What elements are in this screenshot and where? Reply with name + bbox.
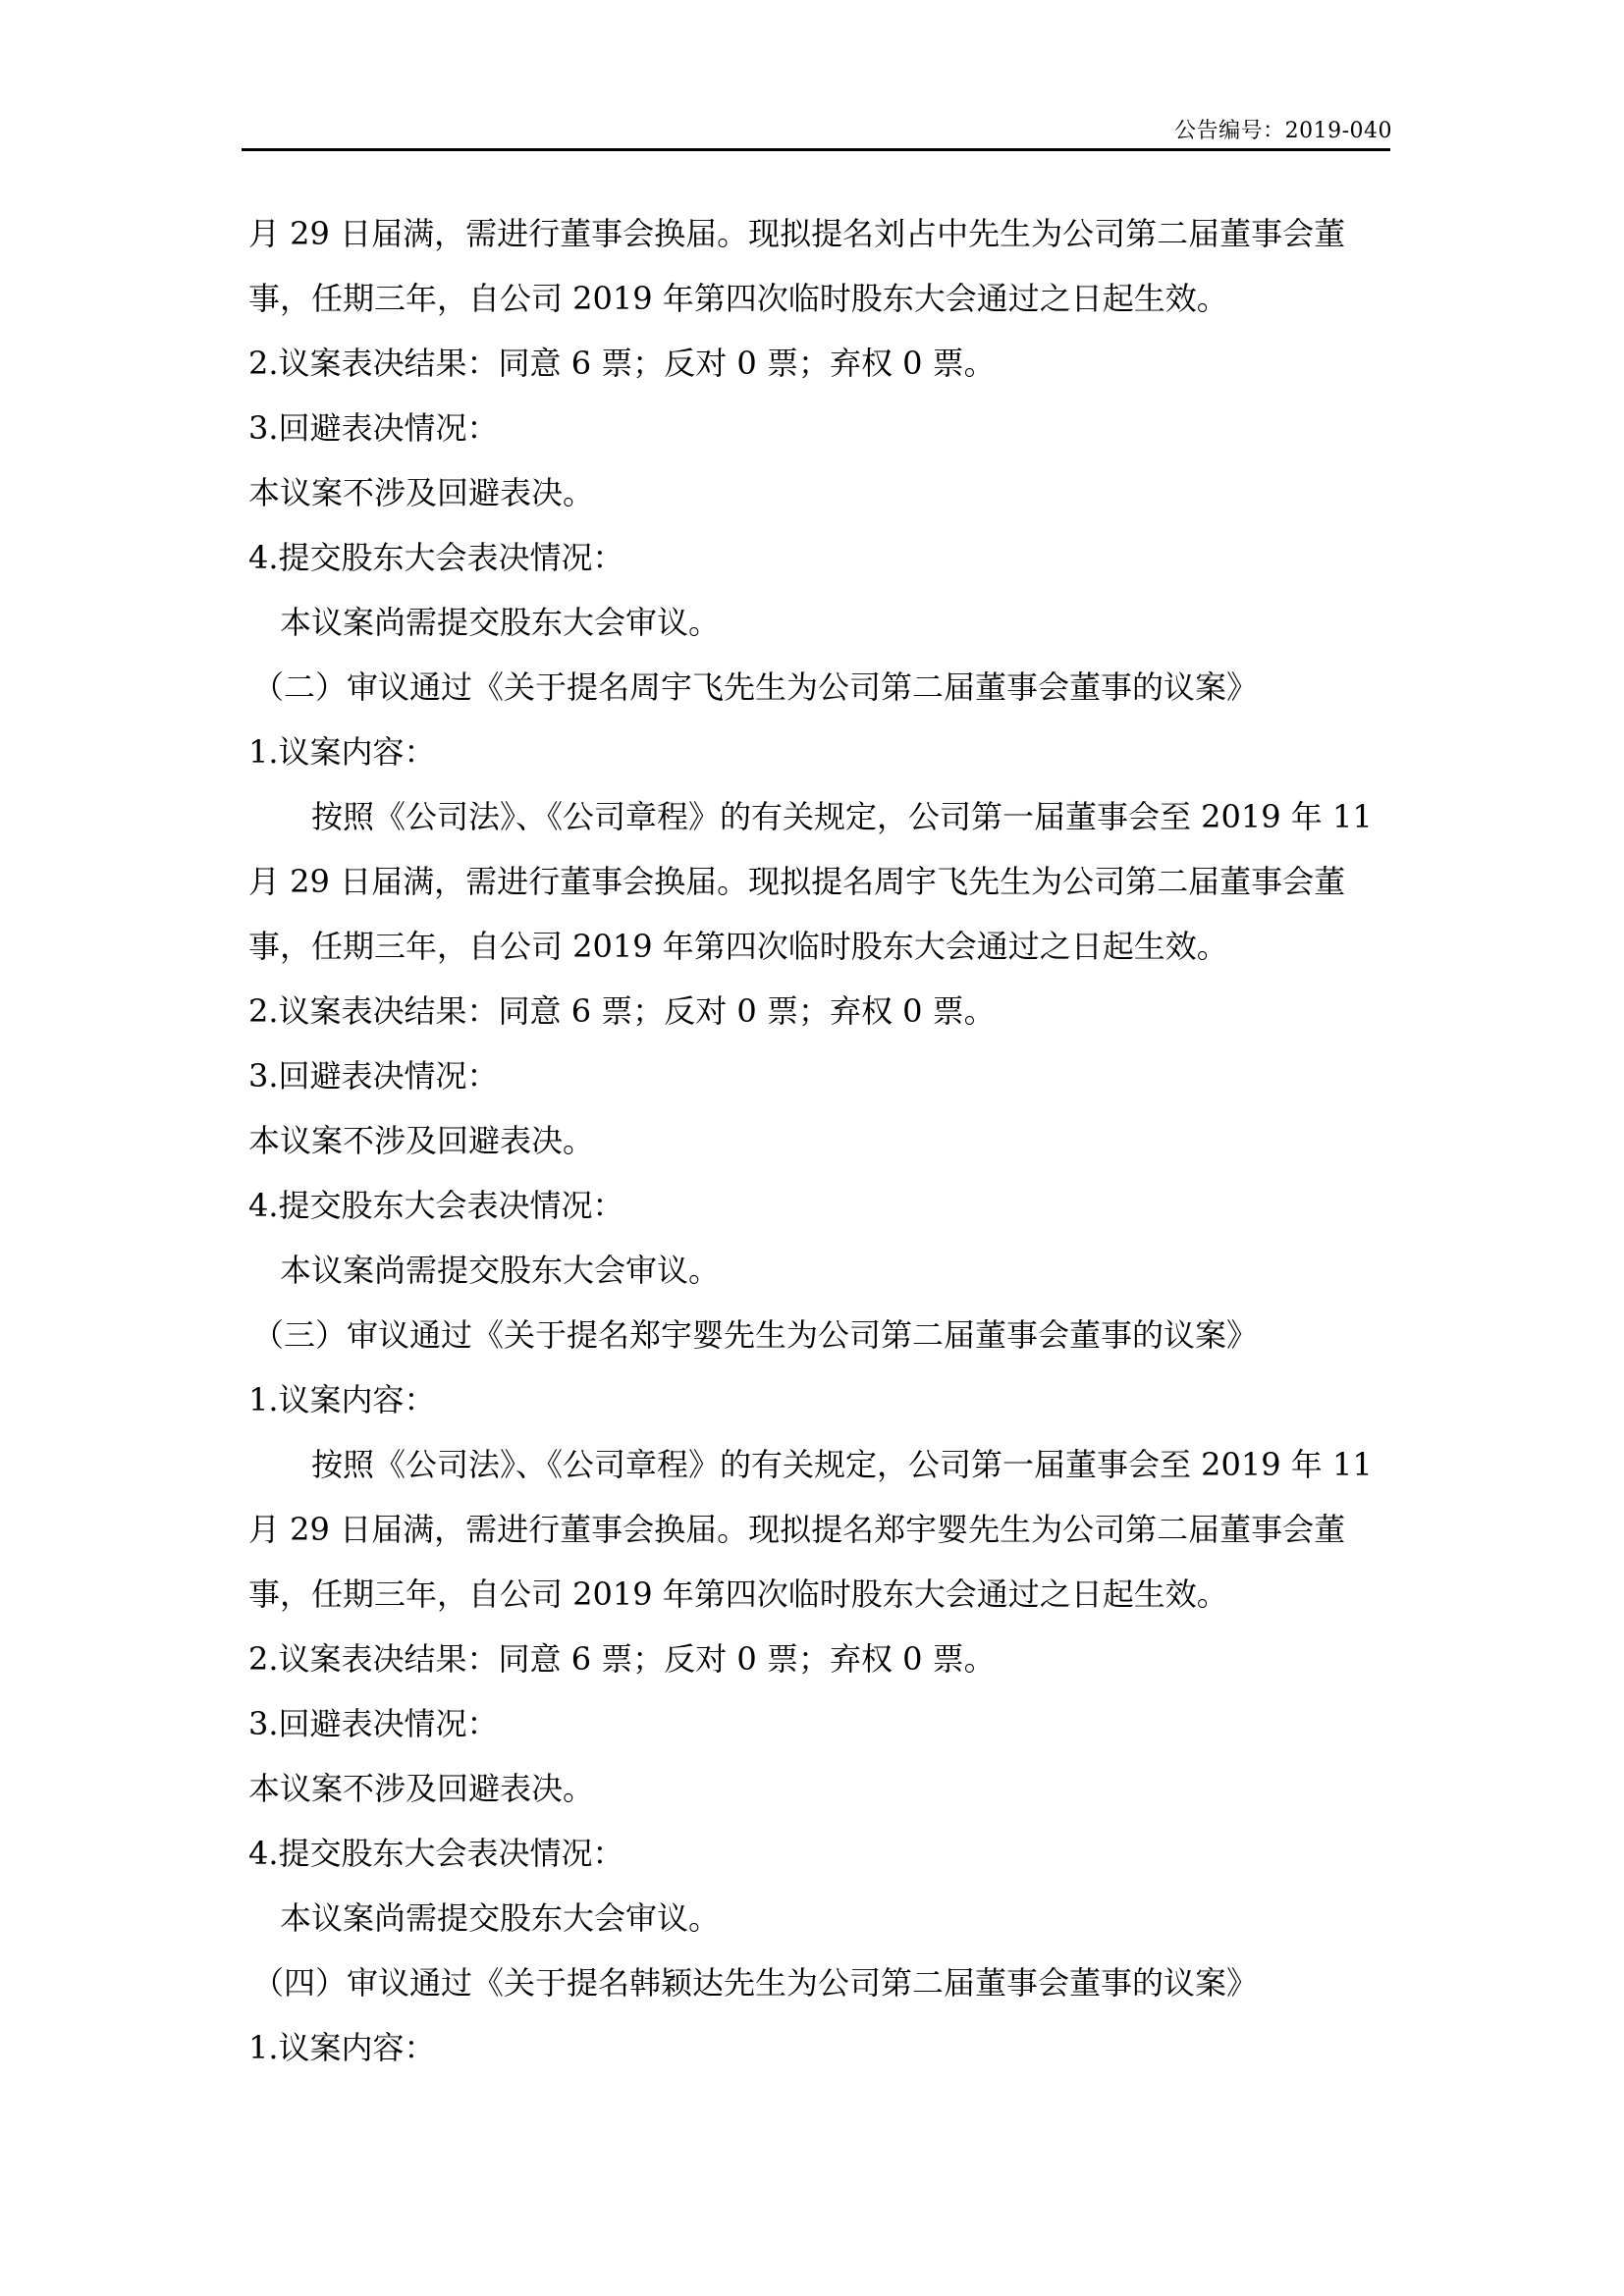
recusal-heading: 3.回避表决情况：: [248, 409, 499, 447]
vote-result-line: 2.议案表决结果：同意 6 票；反对 0 票；弃权 0 票。: [248, 992, 996, 1030]
proposal-content-heading: 1.议案内容：: [248, 2029, 436, 2066]
header-divider: [242, 148, 1390, 151]
shareholder-vote-heading: 4.提交股东大会表决情况：: [248, 539, 624, 576]
proposal-content-heading: 1.议案内容：: [248, 1381, 436, 1418]
paragraph-line: 按照《公司法》、《公司章程》的有关规定，公司第一届董事会至 2019 年 11: [311, 1446, 1373, 1483]
notice-number: 公告编号：2019-040: [1174, 119, 1392, 143]
proposal-content-heading: 1.议案内容：: [248, 733, 436, 771]
paragraph-line: 事，任期三年，自公司 2019 年第四次临时股东大会通过之日起生效。: [248, 928, 1228, 965]
paragraph-line: 事，任期三年，自公司 2019 年第四次临时股东大会通过之日起生效。: [248, 1575, 1228, 1613]
section-heading: （三）审议通过《关于提名郑宇婴先生为公司第二届董事会董事的议案》: [252, 1316, 1259, 1354]
recusal-text: 本议案不涉及回避表决。: [248, 474, 595, 511]
recusal-text: 本议案不涉及回避表决。: [248, 1770, 595, 1807]
recusal-heading: 3.回避表决情况：: [248, 1705, 499, 1742]
paragraph-line: 月 29 日届满，需进行董事会换届。现拟提名郑宇婴先生为公司第二届董事会董: [248, 1511, 1346, 1548]
shareholder-vote-text: 本议案尚需提交股东大会审议。: [280, 1252, 721, 1289]
recusal-heading: 3.回避表决情况：: [248, 1057, 499, 1095]
document-body: [248, 201, 1392, 2080]
paragraph-line: 事，任期三年，自公司 2019 年第四次临时股东大会通过之日起生效。: [248, 280, 1228, 317]
paragraph-line: 按照《公司法》、《公司章程》的有关规定，公司第一届董事会至 2019 年 11: [311, 798, 1373, 835]
shareholder-vote-heading: 4.提交股东大会表决情况：: [248, 1187, 624, 1224]
paragraph-line: 月 29 日届满，需进行董事会换届。现拟提名刘占中先生为公司第二届董事会董: [248, 215, 1346, 252]
vote-result-line: 2.议案表决结果：同意 6 票；反对 0 票；弃权 0 票。: [248, 345, 996, 382]
recusal-text: 本议案不涉及回避表决。: [248, 1122, 595, 1159]
paragraph-line: 月 29 日届满，需进行董事会换届。现拟提名周宇飞先生为公司第二届董事会董: [248, 863, 1346, 900]
shareholder-vote-text: 本议案尚需提交股东大会审议。: [280, 1899, 721, 1937]
vote-result-line: 2.议案表决结果：同意 6 票；反对 0 票；弃权 0 票。: [248, 1640, 996, 1678]
shareholder-vote-heading: 4.提交股东大会表决情况：: [248, 1835, 624, 1872]
section-heading: （四）审议通过《关于提名韩颖达先生为公司第二届董事会董事的议案》: [252, 1964, 1259, 2002]
shareholder-vote-text: 本议案尚需提交股东大会审议。: [280, 604, 721, 641]
section-heading: （二）审议通过《关于提名周宇飞先生为公司第二届董事会董事的议案》: [252, 668, 1259, 706]
